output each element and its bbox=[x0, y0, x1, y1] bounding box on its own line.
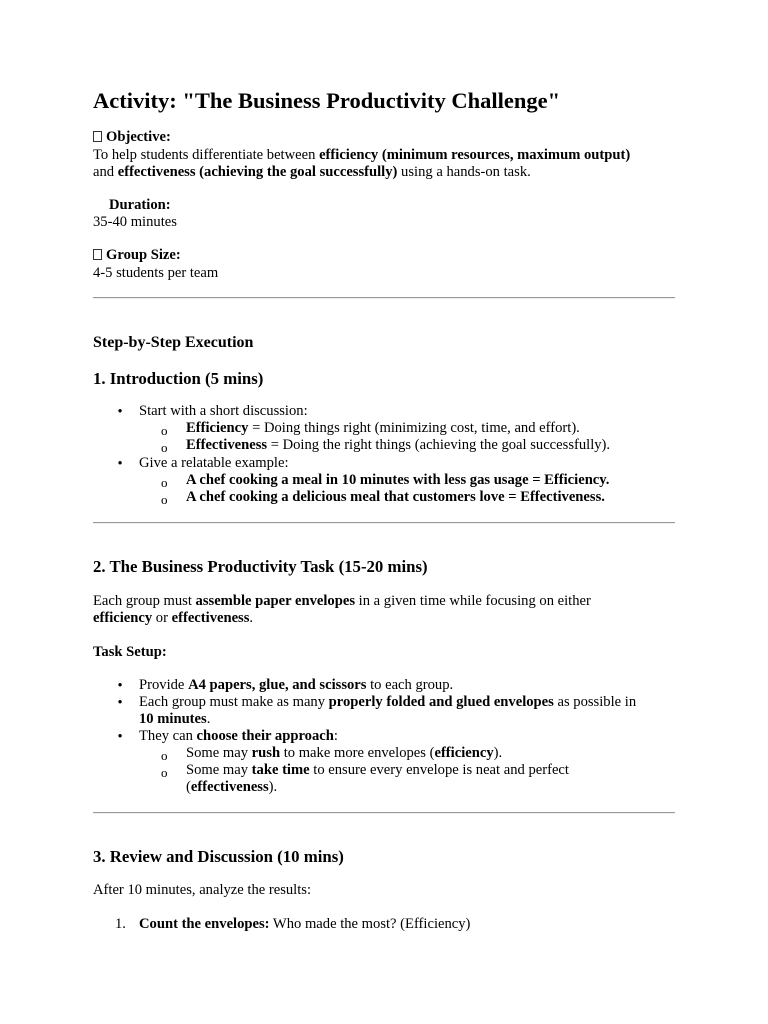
intro-sub-3: A chef cooking a meal in 10 minutes with less gas usage = Efficiency. bbox=[186, 472, 610, 488]
task-setup-label: Task Setup: bbox=[93, 644, 167, 660]
task-approach-sub-1: Some may rush to make more envelopes (efficiency). bbox=[186, 745, 503, 761]
task-setup-item-2: Each group must make as many properly folded and glued envelopes as possible in bbox=[139, 694, 637, 710]
sub-bullet-icon: o bbox=[161, 423, 168, 438]
divider bbox=[93, 297, 675, 299]
execution-heading: Step-by-Step Execution bbox=[93, 334, 254, 351]
sub-bullet-icon: o bbox=[161, 765, 168, 780]
task-setup-item-1: Provide A4 papers, glue, and scissors to each group. bbox=[139, 677, 454, 693]
task-paragraph-line-2: efficiency or effectiveness. bbox=[93, 610, 254, 626]
missing-glyph-icon bbox=[93, 131, 102, 142]
group-size-label: Group Size: bbox=[106, 247, 181, 263]
sub-bullet-icon: o bbox=[161, 492, 168, 507]
task-setup-item-3: They can choose their approach: bbox=[139, 728, 338, 744]
objective-label: Objective: bbox=[106, 129, 171, 145]
task-setup-item-2-cont: 10 minutes. bbox=[139, 711, 211, 727]
task-heading: 2. The Business Productivity Task (15-20 mins) bbox=[93, 557, 428, 576]
bullet-icon: • bbox=[117, 678, 123, 694]
bullet-icon: • bbox=[117, 456, 123, 472]
task-paragraph-line-1: Each group must assemble paper envelopes in a given time while focusing on either bbox=[93, 593, 591, 609]
sub-bullet-icon: o bbox=[161, 440, 168, 455]
intro-sub-2: Effectiveness = Doing the right things (achieving the goal successfully). bbox=[186, 437, 611, 453]
review-item-1: Count the envelopes: Who made the most? (Efficiency) bbox=[139, 916, 471, 932]
divider bbox=[93, 812, 675, 814]
intro-sub-4: A chef cooking a delicious meal that customers love = Effectiveness. bbox=[186, 489, 605, 505]
objective-line-1: To help students differentiate between efficiency (minimum resources, maximum output) bbox=[93, 147, 631, 163]
group-size-value: 4-5 students per team bbox=[93, 265, 219, 281]
divider bbox=[93, 522, 675, 524]
duration-label-row bbox=[109, 197, 171, 214]
sub-bullet-icon: o bbox=[161, 748, 168, 763]
objective-label-row bbox=[93, 129, 171, 146]
task-approach-sub-2: Some may take time to ensure every envelope is neat and perfect bbox=[186, 762, 569, 778]
bullet-icon: • bbox=[117, 729, 123, 745]
missing-glyph-icon bbox=[93, 249, 102, 260]
intro-item-2: Give a relatable example: bbox=[139, 455, 289, 471]
intro-item-1: Start with a short discussion: bbox=[139, 403, 308, 419]
review-intro: After 10 minutes, analyze the results: bbox=[93, 882, 312, 898]
review-heading: 3. Review and Discussion (10 mins) bbox=[93, 847, 344, 866]
review-item-number: 1. bbox=[115, 916, 126, 932]
task-approach-sub-2-cont: (effectiveness). bbox=[186, 779, 278, 795]
sub-bullet-icon: o bbox=[161, 475, 168, 490]
duration-label: Duration: bbox=[109, 197, 171, 213]
duration-value: 35-40 minutes bbox=[93, 214, 177, 230]
page-title: Activity: "The Business Productivity Challenge" bbox=[93, 88, 561, 113]
bullet-icon: • bbox=[117, 695, 123, 711]
bullet-icon: • bbox=[117, 404, 123, 420]
intro-heading: 1. Introduction (5 mins) bbox=[93, 369, 264, 388]
intro-sub-1: Efficiency = Doing things right (minimizing cost, time, and effort). bbox=[186, 420, 580, 436]
group-size-label-row bbox=[93, 247, 181, 264]
objective-line-2: and effectiveness (achieving the goal successfully) using a hands-on task. bbox=[93, 164, 531, 180]
